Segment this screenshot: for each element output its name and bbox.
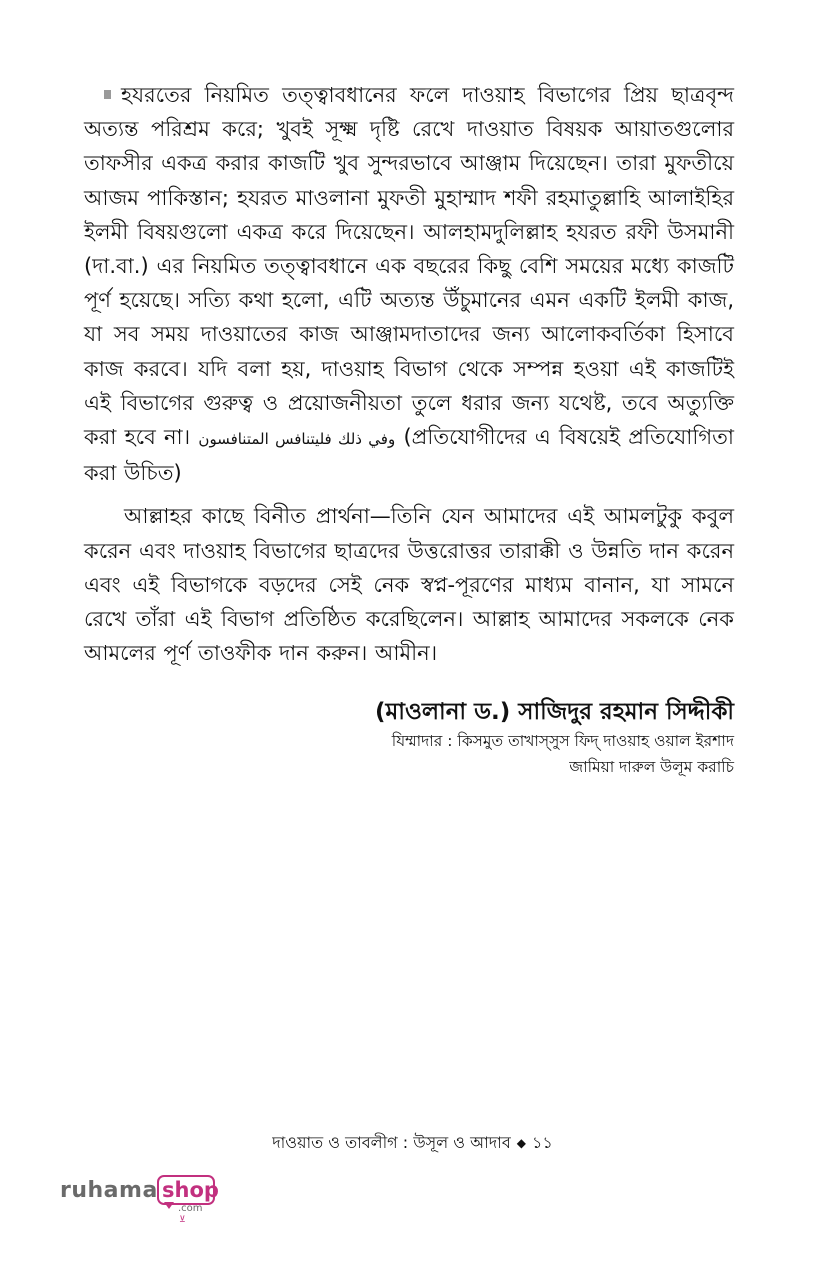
paragraph-prayer: আল্লাহর কাছে বিনীত প্রার্থনা—তিনি যেন আমাদের এই আমলটুকু কবুল করেন এবং দাওয়াহ বিভাগের ছাত্রদের উত্তরোত্তর তারাক্কী ও উন্নতি দান করেন এবং এই বিভাগকে বড়দের সেই নেক স্বপ্ন-পূরণের মাধ্যম বানান, যা সামনে রেখে তাঁরা এই বিভাগ প্রতিষ্ঠিত করেছিলেন। আল্লাহ আমাদের সকলকে নেক আমলের পূর্ণ তাওফীক দান করুন। আমীন। xyxy=(84,504,734,666)
logo-domain xyxy=(178,1203,203,1225)
page-content xyxy=(84,78,734,780)
shopping-cart-icon: ⊻ xyxy=(179,1215,186,1225)
quote-translation: (প্রতিযোগীদের এ বিষয়েই প্রতিযোগিতা করা উচিত) xyxy=(84,425,734,486)
logo-brand-left: ruhama xyxy=(60,1178,158,1203)
author-name: (মাওলানা ড.) সাজিদুর রহমান সিদ্দীকী xyxy=(375,699,734,726)
author-institution: জামিয়া দারুল উলূম করাচি xyxy=(569,758,734,777)
logo-brand-right: shop xyxy=(162,1178,219,1202)
signature-block xyxy=(84,696,734,780)
book-title: দাওয়াত ও তাবলীগ : উসূল ও আদাব xyxy=(272,1133,511,1152)
page-footer xyxy=(0,1130,825,1157)
diamond-separator-icon: ◆ xyxy=(516,1136,526,1150)
logo-speech-bubble xyxy=(157,1175,219,1205)
speech-bubble-tail-icon xyxy=(164,1202,174,1209)
paragraph-marker-icon xyxy=(104,90,111,99)
logo-domain-text: .com xyxy=(178,1203,203,1214)
arabic-quote: وفي ذلك فليتنافس المتنافسون xyxy=(198,430,396,449)
paragraph-preface xyxy=(84,78,734,490)
page-number: ১১ xyxy=(531,1133,553,1152)
author-title: যিম্মাদার : কিসমুত তাখাস্সুস ফিদ্ দাওয়াহ ওয়াল ইরশাদ xyxy=(391,732,734,751)
paragraph-lead-text: হযরতের নিয়মিত তত্ত্বাবধানের ফলে দাওয়াহ বিভাগের প্রিয় ছাত্রবৃন্দ অত্যন্ত পরিশ্রম করে; খুবই সূক্ষ্ম দৃষ্টি রেখে দাওয়াত বিষয়ক আয়াতগুলোর তাফসীর একত্র করার কাজটি খুব সুন্দরভাবে আঞ্জাম দিয়েছেন। তারা মুফতীয়ে আজম পাকিস্তান; হযরত মাওলানা মুফতী মুহাম্মাদ শফী রহমাতুল্লাহি আলাইহির ইলমী বিষয়গুলো একত্র করে দিয়েছেন। আলহামদুলিল্লাহ হযরত রফী উসমানী (দা.বা.) এর নিয়মিত তত্ত্বাবধানে এক বছরের কিছু বেশি সময়ের মধ্যে কাজটি পূর্ণ হয়েছে। সত্যি কথা হলো, এটি অত্যন্ত উঁচুমানের এমন একটি ইলমী কাজ, যা সব সময় দাওয়াতের কাজ আঞ্জামদাতাদের জন্য আলোকবর্তিকা হিসাবে কাজ করবে। যদি বলা হয়, দাওয়াহ বিভাগ থেকে সম্পন্ন হওয়া এই কাজটিই এই বিভাগের গুরুত্ব ও প্রয়োজনীয়তা তুলে ধরার জন্য যথেষ্ট, তবে অত্যুক্তি করা হবে না। xyxy=(84,83,734,450)
